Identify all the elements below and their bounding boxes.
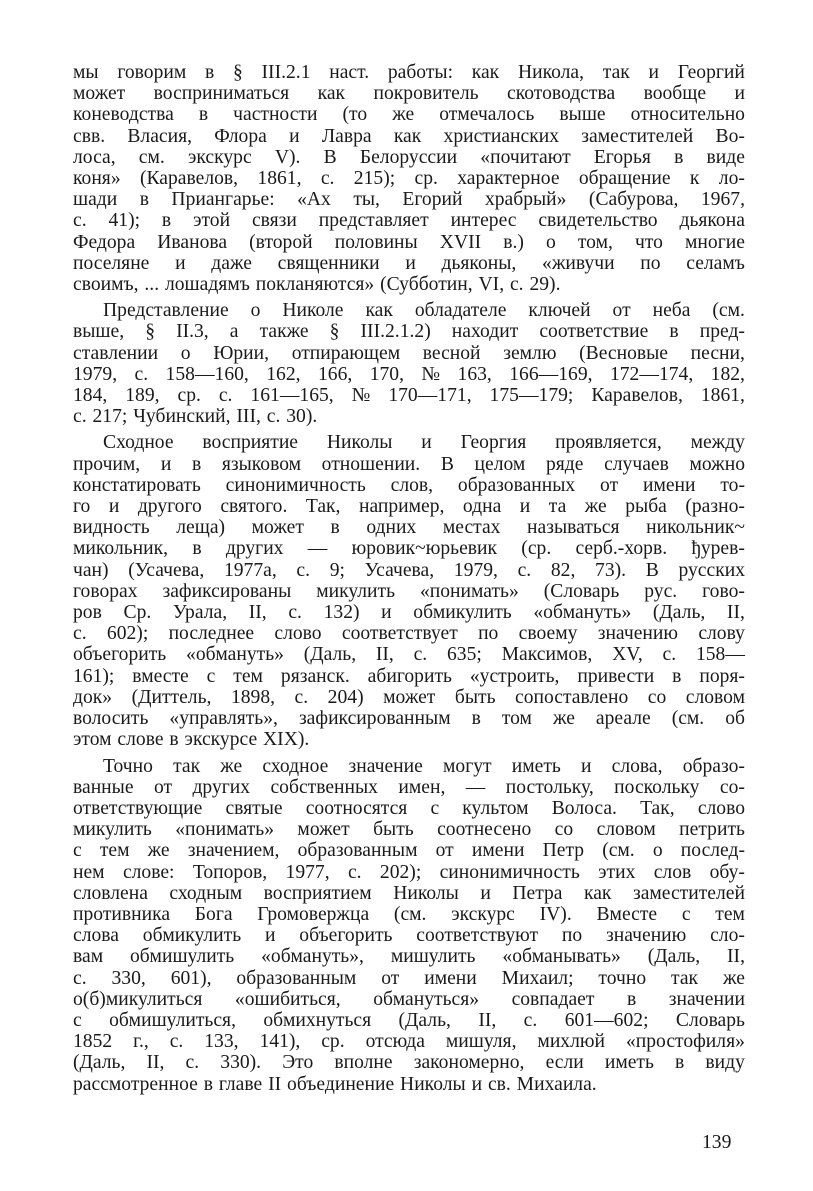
text-line: словлена сходным восприятием Николы и Петра как заместителей — [73, 882, 745, 904]
text-line: констатировать синонимичность слов, образованных от имени то- — [73, 474, 745, 496]
text-line: свв. Власия, Флора и Лавра как христианских заместителей Во- — [73, 125, 745, 147]
text-line: нем слове: Топоров, 1977, с. 202); синонимичность этих слов обу- — [73, 861, 745, 883]
text-line: поселяне и даже священники и дьяконы, «живучи по селамъ — [73, 252, 745, 274]
text-line: го и другого святого. Так, например, одна и та же рыба (разно- — [73, 496, 745, 518]
text-line: вам обмишулить «обмануть», мишулить «обманывать» (Даль, II, — [73, 946, 745, 968]
text-line: с. 217; Чубинский, III, с. 30). — [73, 406, 318, 428]
text-line: выше, § II.3, а также § III.2.1.2) находит соответствие в пред- — [73, 321, 745, 343]
paragraph — [73, 62, 745, 295]
text-line: Сходное восприятие Николы и Георгия проявляется, между — [103, 432, 745, 454]
text-line: этом слове в экскурсе XIX). — [73, 729, 310, 751]
text-line: Точно так же сходное значение могут иметь и слова, образо- — [103, 755, 745, 777]
text-line: 1979, с. 158—160, 162, 166, 170, № 163, 166—169, 172—174, 182, — [73, 363, 745, 385]
paragraph — [73, 300, 745, 427]
text-line: ответствующие святые соотносятся с культом Волоса. Так, слово — [73, 797, 745, 819]
text-line: коня» (Каравелов, 1861, с. 215); ср. характерное обращение к ло- — [73, 168, 745, 190]
paragraph — [73, 756, 745, 1095]
text-line: прочим, и в языковом отношении. В целом ряде случаев можно — [73, 453, 745, 475]
text-line: микольник, в других — юровик~юрьевик (ср. серб.-хорв. ђурев- — [73, 538, 745, 560]
text-line: с. 41); в этой связи представляет интерес свидетельство дьякона — [73, 210, 745, 232]
body-text — [73, 62, 745, 1100]
text-line: 184, 189, ср. с. 161—165, № 170—171, 175—179; Каравелов, 1861, — [73, 385, 745, 407]
text-line: 1852 г., с. 133, 141), ср. отсюда мишуля, михлюй «простофиля» — [73, 1031, 745, 1053]
text-line: рассмотренное в главе II объединение Николы и св. Михаила. — [73, 1073, 597, 1095]
text-line: чан) (Усачева, 1977а, с. 9; Усачева, 1979, с. 82, 73). В русских — [73, 559, 745, 581]
text-line: своимъ, ... лошадямъ покланяются» (Субботин, VI, с. 29). — [73, 274, 561, 296]
text-line: с обмишулиться, обмихнуться (Даль, II, с. 601—602; Словарь — [73, 1009, 745, 1031]
text-line: с. 330, 601), образованным от имени Михаил; точно так же — [73, 967, 745, 989]
text-line: объегорить «обмануть» (Даль, II, с. 635; Максимов, XV, с. 158— — [73, 644, 745, 666]
text-line: о(б)микулиться «ошибиться, обмануться» совпадает в значении — [73, 988, 745, 1010]
text-line: волосить «управлять», зафиксированным в том же ареале (см. об — [73, 708, 745, 730]
paragraph — [73, 432, 745, 750]
text-line: с тем же значением, образованным от имени Петр (см. о послед- — [73, 840, 745, 862]
text-line: (Даль, II, с. 330). Это вполне закономерно, если иметь в виду — [73, 1052, 745, 1074]
text-line: лоса, см. экскурс V). В Белоруссии «почитают Егорья в виде — [73, 146, 745, 168]
text-line: видность леща) может в одних местах называться никольник~ — [73, 517, 745, 539]
text-line: мы говорим в § III.2.1 наст. работы: как Никола, так и Георгий — [73, 62, 745, 83]
text-line: Представление о Николе как обладателе ключей от неба (см. — [103, 300, 745, 322]
text-line: коневодства в частности (то же отмечалось выше относительно — [73, 104, 745, 126]
text-line: может восприниматься как покровитель скотоводства вообще и — [73, 83, 745, 105]
page-number: 139 — [702, 1132, 732, 1153]
text-line: противника Бога Громовержца (см. экскурс IV). Вместе с тем — [73, 903, 745, 925]
text-line: ванные от других собственных имен, — постольку, поскольку со- — [73, 776, 745, 798]
text-line: ров Ср. Урала, II, с. 132) и обмикулить «обмануть» (Даль, II, — [73, 602, 745, 624]
text-line: ставлении о Юрии, отпирающем весной землю (Весновые песни, — [73, 342, 745, 364]
text-line: говорах зафиксированы микулить «понимать» (Словарь рус. гово- — [73, 580, 745, 602]
text-line: 161); вместе с тем рязанск. абигорить «устроить, привести в поря- — [73, 665, 745, 687]
text-line: Федора Иванова (второй половины XVII в.) о том, что многие — [73, 231, 745, 253]
text-line: с. 602); последнее слово соответствует по своему значению слову — [73, 623, 745, 645]
text-line: слова обмикулить и объегорить соответствуют по значению сло- — [73, 925, 745, 947]
text-line: док» (Диттель, 1898, с. 204) может быть сопоставлено со словом — [73, 686, 745, 708]
text-line: микулить «понимать» может быть соотнесено со словом петрить — [73, 819, 745, 841]
text-line: шади в Приангарье: «Ах ты, Егорий храбрый» (Сабурова, 1967, — [73, 189, 745, 211]
